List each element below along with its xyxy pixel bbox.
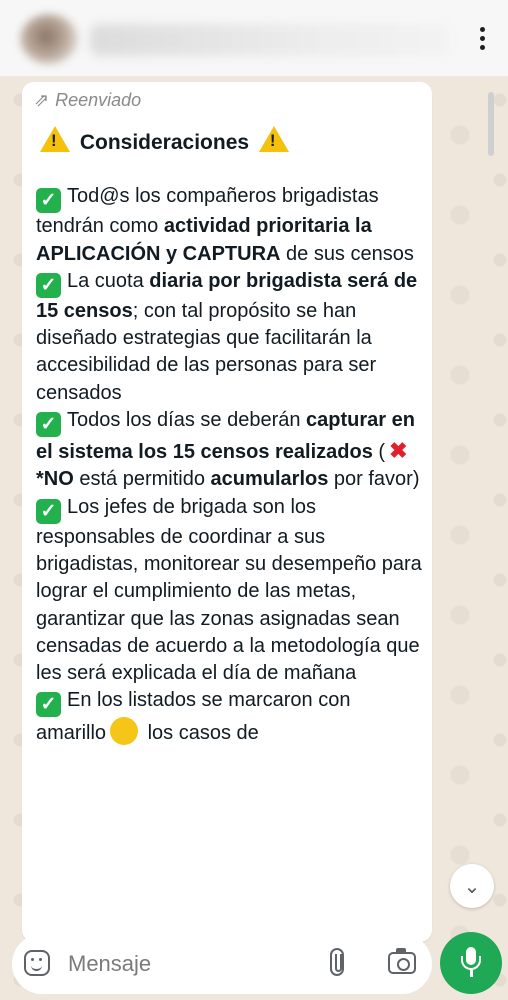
message-item-1: ✓ Tod@s los compañeros brigadistas tendrán como actividad prioritaria la APLICACIÓN y CAPTURA de sus censos [36, 185, 414, 265]
paperclip-icon[interactable] [330, 948, 344, 976]
yellow-circle-emoji-icon [110, 717, 138, 745]
double-chevron-down-icon[interactable]: ⌄ [450, 864, 494, 908]
check-mark-emoji-icon: ✓ [36, 499, 61, 524]
message-composer [12, 934, 432, 994]
sticker-icon[interactable] [24, 950, 50, 976]
contact-name-blurred[interactable] [90, 24, 450, 56]
camera-icon[interactable] [388, 952, 416, 974]
message-item-2: ✓ La cuota diaria por brigadista será de 15 censos; con tal propósito se han diseñado estrategias que facilitarán la accesibilidad de las personas para ser censados [36, 269, 418, 404]
message-item-4: ✓ Los jefes de brigada son los responsables de coordinar a sus brigadistas, monitorear su desempeño para lograr el cumplimiento de las metas, garantizar que las zonas asignadas sean censadas de acuerdo a la metodología que les será explicada el día de mañana [36, 495, 422, 685]
forwarded-label [34, 90, 141, 111]
contact-avatar[interactable] [20, 14, 78, 64]
warning-emoji-icon [40, 126, 70, 152]
message-heading: ! Consideraciones ! [36, 126, 424, 156]
chat-scrollbar[interactable] [488, 92, 494, 156]
cross-mark-emoji-icon: ✖ [389, 438, 408, 464]
check-mark-emoji-icon: ✓ [36, 412, 61, 437]
mic-button[interactable] [440, 932, 502, 994]
message-item-5: ✓ En los listados se marcaron con amarillo los casos de [36, 689, 351, 745]
check-mark-emoji-icon: ✓ [36, 273, 61, 298]
check-mark-emoji-icon: ✓ [36, 188, 61, 213]
message-text [36, 126, 424, 748]
warning-emoji-icon [259, 126, 289, 152]
message-input[interactable] [64, 944, 318, 984]
message-item-3: ✓ Todos los días se deberán capturar en el sistema los 15 censos realizados ( ✖ *NO está permitido acumularlos por favor) [36, 409, 420, 491]
chat-header [0, 0, 508, 76]
message-bubble[interactable] [22, 82, 432, 942]
forwarded-text: Reenviado [55, 90, 142, 110]
more-vert-icon[interactable] [470, 22, 494, 54]
check-mark-emoji-icon: ✓ [36, 692, 61, 717]
forward-arrow-icon: ⇗ [34, 90, 50, 110]
